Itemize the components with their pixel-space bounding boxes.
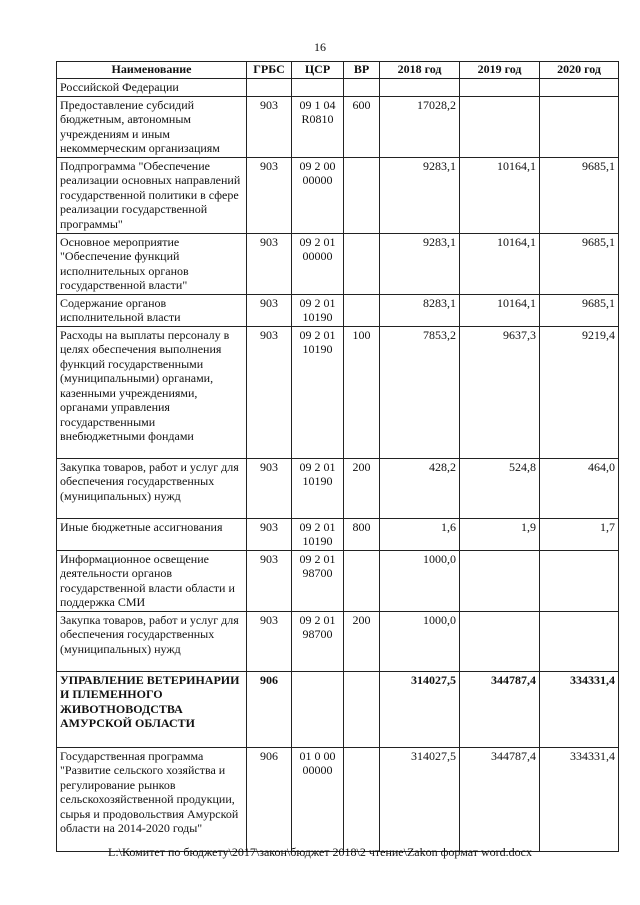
row-csr-cell: 09 2 01 10190 [292,294,344,326]
row-csr-cell [292,671,344,747]
row-grbs-cell: 903 [247,157,292,233]
row-vr-cell [344,79,380,97]
row-grbs-cell: 903 [247,550,292,611]
table-header-row [57,62,619,79]
table-row [57,294,619,326]
row-2020-cell [540,79,619,97]
header-name: Наименование [57,62,247,79]
row-name-cell: Содержание органов исполнительной власти [57,294,247,326]
table-row [57,96,619,157]
row-2019-cell [460,550,540,611]
row-2019-cell: 10164,1 [460,233,540,294]
row-2018-cell: 1000,0 [380,550,460,611]
row-name-cell: Расходы на выплаты персоналу в целях обеспечения выполнения функций государственными (муниципальными) органами, казенными учреждениями, органами управления государственными внебюджетными фондами [57,326,247,458]
row-2019-cell: 344787,4 [460,747,540,851]
row-2018-cell: 17028,2 [380,96,460,157]
row-name-cell: Государственная программа "Развитие сельского хозяйства и регулирование рынков сельскохозяйственной продукции, сырья и продовольствия Амурской области на 2014-2020 годы" [57,747,247,851]
row-grbs-cell: 903 [247,518,292,550]
header-csr: ЦСР [292,62,344,79]
row-2020-cell: 9685,1 [540,294,619,326]
row-name-cell: Подпрограмма "Обеспечение реализации основных направлений государственной политики в сфере реализации государственной программы" [57,157,247,233]
row-vr-cell: 100 [344,326,380,458]
row-csr-cell: 09 2 01 00000 [292,233,344,294]
row-2018-cell [380,79,460,97]
row-2018-cell: 1000,0 [380,611,460,671]
table-row [57,79,619,97]
row-2020-cell: 464,0 [540,458,619,518]
row-name-cell: Основное мероприятие "Обеспечение функций исполнительных органов государственной власти" [57,233,247,294]
header-2020: 2020 год [540,62,619,79]
row-2018-cell: 1,6 [380,518,460,550]
row-2020-cell: 334331,4 [540,671,619,747]
row-csr-cell: 09 2 01 10190 [292,518,344,550]
row-2019-cell: 10164,1 [460,157,540,233]
row-name-cell: Закупка товаров, работ и услуг для обеспечения государственных (муниципальных) нужд [57,458,247,518]
row-csr-cell: 09 2 01 10190 [292,326,344,458]
row-vr-cell [344,671,380,747]
row-2019-cell: 1,9 [460,518,540,550]
row-2018-cell: 9283,1 [380,233,460,294]
table-row [57,671,619,747]
row-vr-cell [344,747,380,851]
row-vr-cell: 600 [344,96,380,157]
row-vr-cell [344,550,380,611]
row-grbs-cell: 903 [247,233,292,294]
budget-table [56,61,619,852]
table-row [57,611,619,671]
row-name-cell: Иные бюджетные ассигнования [57,518,247,550]
row-vr-cell: 200 [344,458,380,518]
table-row [57,747,619,851]
table-body [57,79,619,852]
row-2020-cell: 1,7 [540,518,619,550]
row-name-cell: Предоставление субсидий бюджетным, автономным учреждениям и иным некоммерческим организациям [57,96,247,157]
row-name-cell: Закупка товаров, работ и услуг для обеспечения государственных (муниципальных) нужд [57,611,247,671]
row-2020-cell: 9219,4 [540,326,619,458]
row-2019-cell: 9637,3 [460,326,540,458]
table-row [57,458,619,518]
row-2018-cell: 428,2 [380,458,460,518]
row-2020-cell: 9685,1 [540,233,619,294]
row-vr-cell [344,294,380,326]
row-2020-cell [540,611,619,671]
header-grbs: ГРБС [247,62,292,79]
row-grbs-cell [247,79,292,97]
row-csr-cell: 09 2 01 98700 [292,550,344,611]
table-row [57,157,619,233]
table-row [57,518,619,550]
row-2020-cell: 9685,1 [540,157,619,233]
header-vr: ВР [344,62,380,79]
row-vr-cell: 200 [344,611,380,671]
row-name-cell: Информационное освещение деятельности органов государственной власти области и поддержка СМИ [57,550,247,611]
row-2020-cell: 334331,4 [540,747,619,851]
row-vr-cell [344,233,380,294]
header-2019: 2019 год [460,62,540,79]
file-path-footer: L:\Комитет по бюджету\2017\закон\бюджет 2018\2 чтение\Zakon формат word.docx [108,845,532,859]
row-2019-cell: 524,8 [460,458,540,518]
row-grbs-cell: 903 [247,326,292,458]
row-2018-cell: 314027,5 [380,671,460,747]
row-2018-cell: 7853,2 [380,326,460,458]
row-2020-cell [540,96,619,157]
row-grbs-cell: 906 [247,671,292,747]
row-csr-cell: 09 2 00 00000 [292,157,344,233]
table-row [57,326,619,458]
row-csr-cell: 09 2 01 10190 [292,458,344,518]
row-2018-cell: 8283,1 [380,294,460,326]
row-grbs-cell: 906 [247,747,292,851]
row-vr-cell: 800 [344,518,380,550]
header-2018: 2018 год [380,62,460,79]
row-2019-cell: 344787,4 [460,671,540,747]
page-number: 16 [314,40,326,54]
row-grbs-cell: 903 [247,611,292,671]
table-row [57,550,619,611]
table-row [57,233,619,294]
row-2019-cell: 10164,1 [460,294,540,326]
row-csr-cell [292,79,344,97]
row-2019-cell [460,79,540,97]
row-2019-cell [460,96,540,157]
row-grbs-cell: 903 [247,458,292,518]
row-name-cell: Российской Федерации [57,79,247,97]
row-grbs-cell: 903 [247,294,292,326]
row-2018-cell: 9283,1 [380,157,460,233]
row-vr-cell [344,157,380,233]
row-grbs-cell: 903 [247,96,292,157]
row-name-cell: УПРАВЛЕНИЕ ВЕТЕРИНАРИИ И ПЛЕМЕННОГО ЖИВОТНОВОДСТВА АМУРСКОЙ ОБЛАСТИ [57,671,247,747]
row-csr-cell: 01 0 00 00000 [292,747,344,851]
row-2018-cell: 314027,5 [380,747,460,851]
row-2020-cell [540,550,619,611]
row-2019-cell [460,611,540,671]
row-csr-cell: 09 1 04 R0810 [292,96,344,157]
row-csr-cell: 09 2 01 98700 [292,611,344,671]
